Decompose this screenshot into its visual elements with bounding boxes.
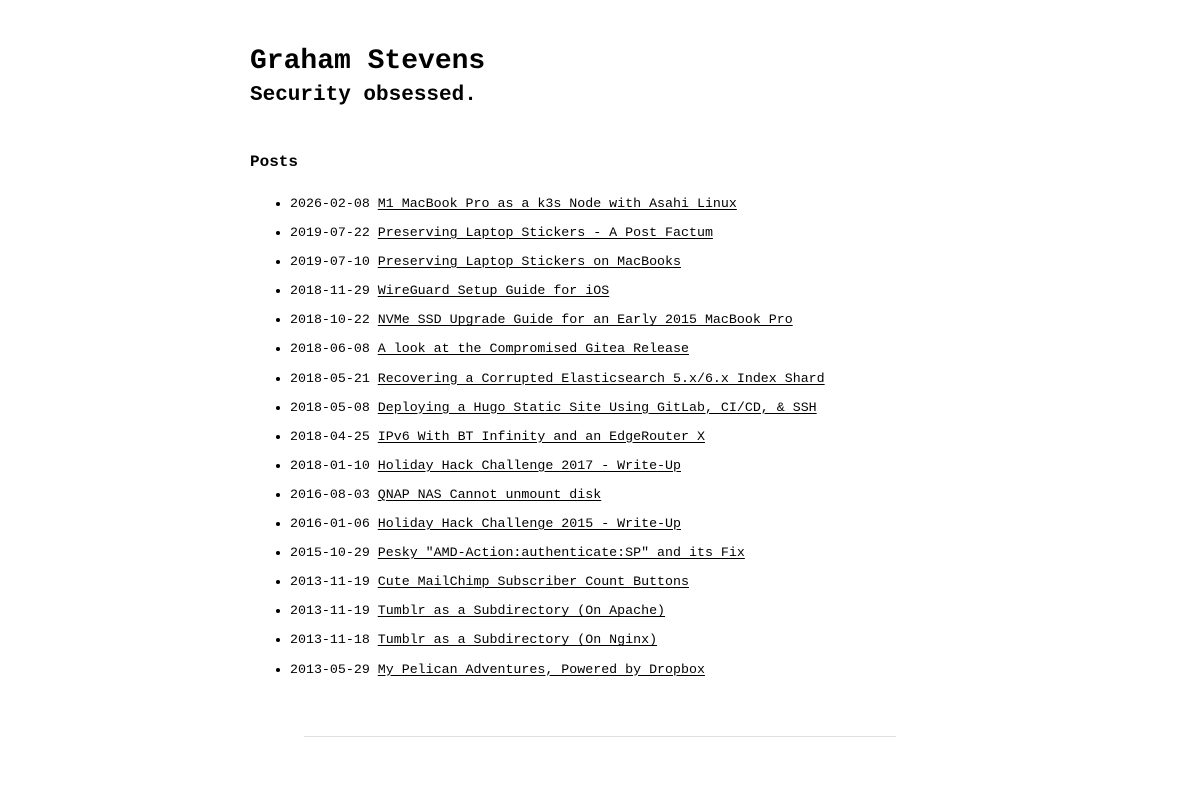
post-date: 2018-06-08 [290, 341, 370, 357]
post-date: 2018-05-21 [290, 370, 370, 386]
post-link[interactable]: M1 MacBook Pro as a k3s Node with Asahi Linux [377, 196, 737, 211]
post-list-item [290, 364, 825, 393]
post-date: 2018-04-25 [290, 428, 370, 444]
posts-heading: Posts [250, 153, 299, 171]
post-date: 2026-02-08 [290, 196, 370, 211]
site-subtitle: Security obsessed. [250, 84, 477, 107]
post-date: 2013-11-18 [290, 632, 370, 648]
post-date: 2016-01-06 [290, 516, 370, 532]
post-link[interactable]: Tumblr as a Subdirectory (On Nginx) [377, 632, 658, 648]
post-list-item [290, 247, 825, 276]
post-link[interactable]: IPv6 With BT Infinity and an EdgeRouter X [377, 428, 705, 444]
post-list-item [290, 276, 825, 305]
post-date: 2018-11-29 [290, 283, 370, 299]
post-date: 2013-11-19 [290, 574, 370, 590]
post-date: 2015-10-29 [290, 545, 370, 561]
post-link[interactable]: Deploying a Hugo Static Site Using GitLab, CI/CD, & SSH [377, 399, 817, 415]
site-header [250, 44, 485, 110]
post-list-item [290, 567, 825, 596]
post-list-item [290, 625, 825, 654]
post-link[interactable]: QNAP NAS Cannot unmount disk [377, 486, 602, 502]
post-list-item [290, 538, 825, 567]
footer [250, 790, 950, 800]
post-link[interactable]: WireGuard Setup Guide for iOS [377, 283, 610, 299]
footer-divider [304, 736, 896, 737]
post-list-item [290, 189, 825, 218]
post-link[interactable]: Cute MailChimp Subscriber Count Buttons [377, 574, 689, 590]
post-link[interactable]: Preserving Laptop Stickers - A Post Factum [377, 225, 713, 241]
post-date: 2018-01-10 [290, 457, 370, 473]
post-list-item [290, 480, 825, 509]
post-link[interactable]: Tumblr as a Subdirectory (On Apache) [377, 603, 666, 619]
post-list-item [290, 596, 825, 625]
post-link[interactable]: A look at the Compromised Gitea Release [377, 341, 689, 357]
post-list-item [290, 393, 825, 422]
post-date: 2013-05-29 [290, 661, 370, 677]
post-date: 2013-11-19 [290, 603, 370, 619]
post-list-item [290, 334, 825, 363]
post-list-item [290, 655, 825, 684]
posts-list [250, 189, 825, 684]
post-date: 2016-08-03 [290, 486, 370, 502]
post-date: 2018-10-22 [290, 312, 370, 328]
post-link[interactable]: Preserving Laptop Stickers on MacBooks [377, 254, 681, 270]
post-link[interactable]: Holiday Hack Challenge 2015 - Write-Up [377, 516, 681, 532]
post-date: 2019-07-10 [290, 254, 370, 270]
site-title[interactable]: Graham Stevens [250, 46, 486, 77]
post-list-item [290, 305, 825, 334]
post-link[interactable]: Pesky "AMD-Action:authenticate:SP" and its Fix [377, 545, 745, 561]
post-date: 2019-07-22 [290, 225, 370, 241]
post-list-item [290, 451, 825, 480]
post-list-item [290, 422, 825, 451]
post-link[interactable]: Holiday Hack Challenge 2017 - Write-Up [377, 457, 681, 473]
post-link[interactable]: My Pelican Adventures, Powered by Dropbox [377, 661, 705, 677]
post-link[interactable]: Recovering a Corrupted Elasticsearch 5.x/6.x Index Shard [377, 370, 825, 386]
post-list-item [290, 218, 825, 247]
post-date: 2018-05-08 [290, 399, 370, 415]
post-link[interactable]: NVMe SSD Upgrade Guide for an Early 2015 MacBook Pro [377, 312, 793, 328]
post-list-item [290, 509, 825, 538]
